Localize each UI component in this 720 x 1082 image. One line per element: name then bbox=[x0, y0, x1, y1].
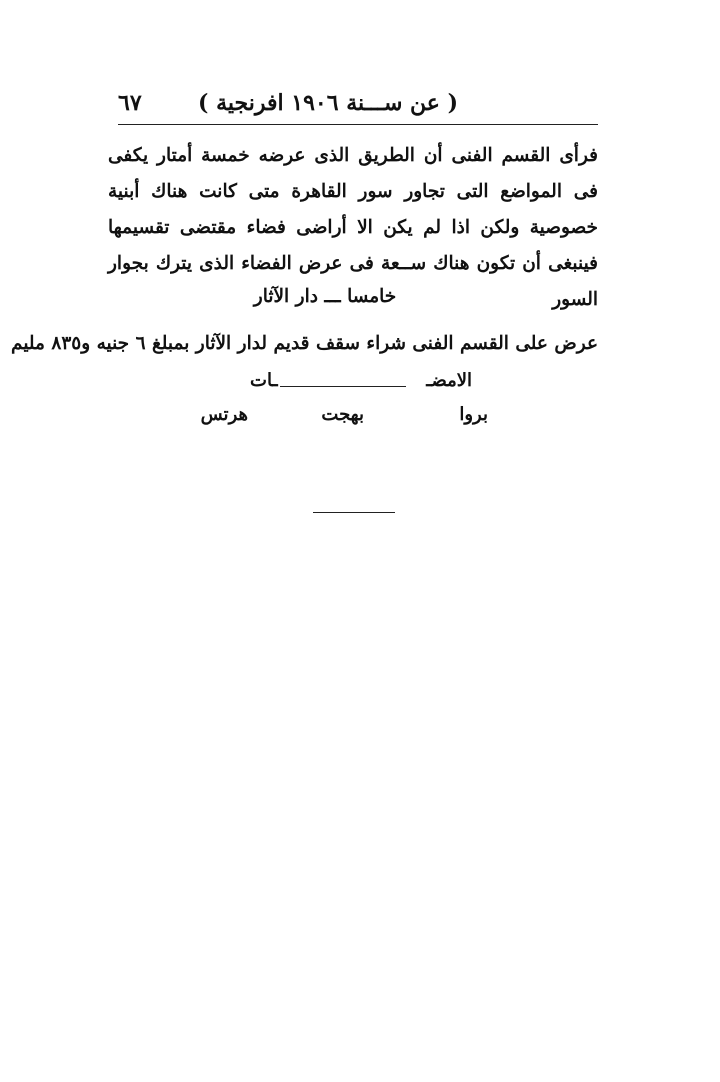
signatures-title bbox=[250, 370, 472, 398]
section-heading: خامسا ـــ دار الآثار bbox=[253, 286, 397, 307]
running-head: ( عن ســـنة ١٩٠٦ افرنجية ) bbox=[198, 90, 458, 116]
header-rule bbox=[118, 124, 598, 125]
body-paragraph: فرأى القسم الفنى أن الطريق الذى عرضه خمسة أمتار يكفى فى المواضع التى تجاور سور القاهرة متى كانت هناك أبنية خصوصية ولكن اذا لم يكن الا أراضى فضاء مقتضى تقسيمها فينبغى أن تكون هناك ســعة فى عرض الفضاء الذى يترك بجوار السور bbox=[108, 145, 598, 310]
signatures-title-start: الامضـ bbox=[426, 370, 472, 391]
section-text: عرض على القسم الفنى شراء سقف قديم لدار الآثار بمبلغ ٦ جنيه و٨٣٥ مليم bbox=[11, 333, 598, 354]
page-number: ٦٧ bbox=[118, 90, 142, 116]
page-header bbox=[118, 86, 596, 122]
signature-list bbox=[200, 404, 490, 434]
signatures-title-kashida bbox=[280, 386, 406, 387]
signature-name: بهجت bbox=[321, 404, 364, 425]
end-rule bbox=[313, 512, 395, 513]
signature-name: هرتس bbox=[200, 404, 248, 425]
signature-name: بروا bbox=[459, 404, 488, 425]
signatures-title-end: ـات bbox=[250, 370, 278, 391]
